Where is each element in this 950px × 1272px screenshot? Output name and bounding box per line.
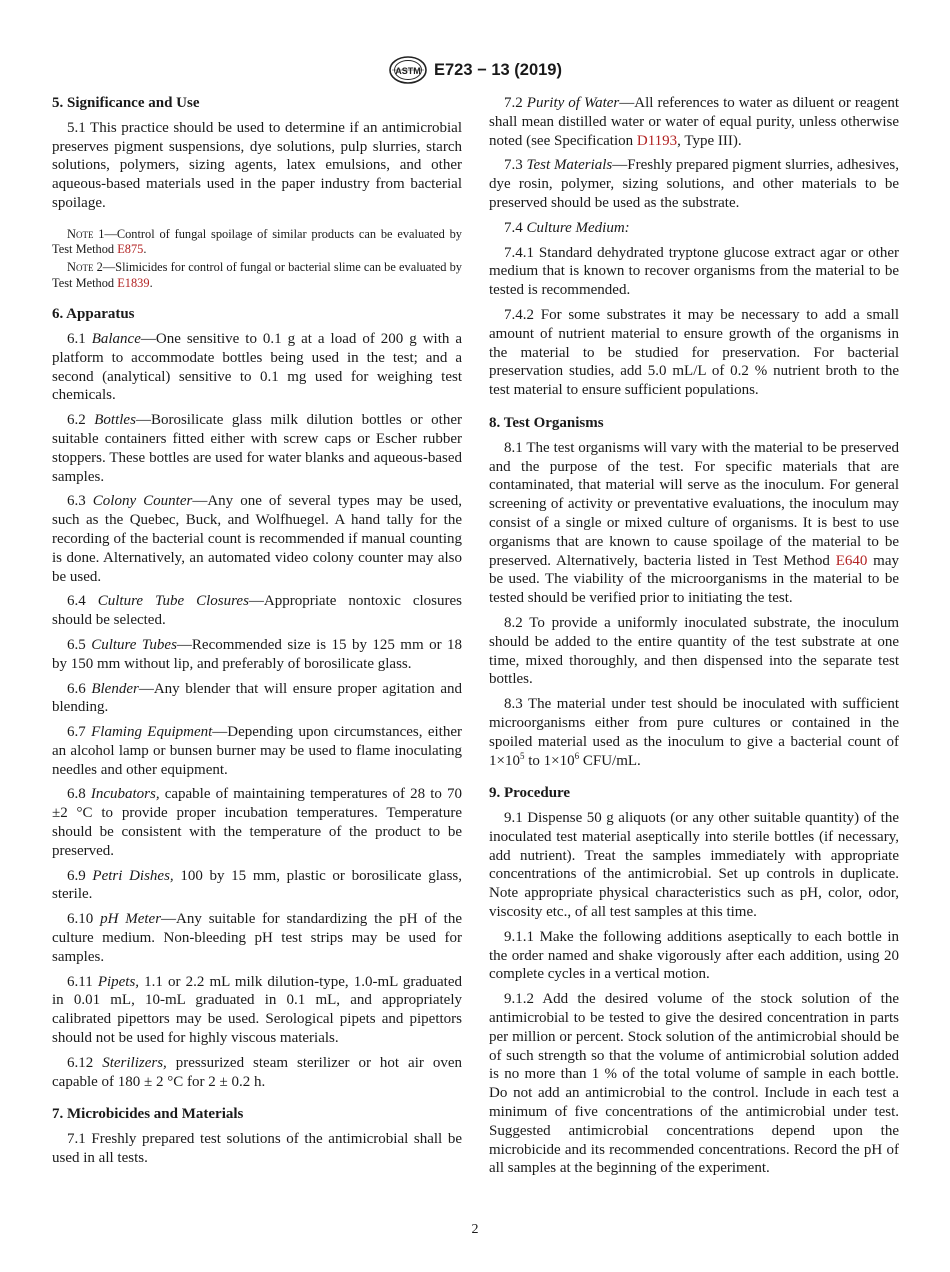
para-7-4-2: 7.4.2 For some substrates it may be necessary to add a small amount of nutrient material to ensure growth of the organisms in the material to be studied for preservation. For bacterial preservation studies, add 5.0 mL/L of 0.2 % nutrient broth to the test material to ensure sufficient populations.	[489, 306, 899, 399]
left-column	[52, 94, 462, 1174]
para-9-1-1: 9.1.1 Make the following additions aseptically to each bottle in the order named and shake vigorously after each addition, using 20 complete cycles in a vertical motion.	[489, 928, 899, 983]
section-5-heading: 5. Significance and Use	[52, 95, 200, 111]
note-2-label: Note 2	[67, 259, 103, 274]
para-7-4: 7.4 Culture Medium:	[504, 219, 630, 236]
para-6-2: 6.2 Bottles—Borosilicate glass milk dilution bottles or other suitable containers fitted either with screw caps or Escher rubber stoppers. These bottles are used for water blanks and aqueous-based samples.	[52, 412, 462, 485]
note-2: Note 2—Slimicides for control of fungal or bacterial slime can be evaluated by Test Method E1839.	[52, 259, 462, 290]
para-6-5: 6.5 Culture Tubes—Recommended size is 15 by 125 mm or 18 by 150 mm without lip, and preferably of borosilicate glass.	[52, 636, 462, 672]
para-8-1: 8.1 The test organisms will vary with the material to be preserved and the purpose of the test. For specific materials that are contaminated, that material will serve as the inoculum. For general screening of activity or preventative evaluations, the inoculum may consist of a single or mixed culture of organisms. It is best to use organisms that are known to cause spoilage of the material to be preserved. Alternatively, bacteria listed in Test Method E640 may be used. The viability of the microorganisms in the material to be tested should be verified prior to initiating the test.	[489, 439, 900, 607]
para-7-2: 7.2 Purity of Water—All references to water as diluent or reagent shall mean distilled water or water of equal purity, unless otherwise noted (see Specification D1193, Type III).	[489, 95, 899, 149]
para-7-4-1: 7.4.1 Standard dehydrated tryptone glucose extract agar or other medium that is known to recover organisms from the material to be tested is recommended.	[489, 244, 899, 299]
para-7-3: 7.3 Test Materials—Freshly prepared pigment slurries, adhesives, dye rosin, polymer, sizing solutions, and other materials to be preserved should be used as the substrate.	[489, 157, 899, 211]
section-8-heading: 8. Test Organisms	[489, 414, 604, 431]
para-6-1: 6.1 Balance—One sensitive to 0.1 g at a load of 200 g with a platform to accommodate bottles being used in the test; and a second (analytical) sensitive to 0.1 mg used for weighing test chemicals.	[52, 330, 462, 404]
note-1: Note 1—Control of fungal spoilage of similar products can be evaluated by Test Method E875.	[52, 226, 462, 257]
para-6-7: 6.7 Flaming Equipment—Depending upon circumstances, either an alcohol lamp or bunsen burner may be used to flame inoculating needles and other equipment.	[52, 724, 463, 778]
astm-logo-icon	[388, 55, 428, 85]
para-6-8: 6.8 Incubators, capable of maintaining temperatures of 28 to 70 ±2 °C to provide proper incubation temperatures. Temperature should be consistent with the temperature of the product to be preserved.	[52, 786, 462, 859]
para-6-3: 6.3 Colony Counter—Any one of several types may be used, such as the Quebec, Buck, and Wolfhuegel. A hand tally for the recording of the bacterial count is recommended if manual counting is done. Alternatively, an automated video colony counter may also be used.	[52, 493, 462, 585]
para-6-9: 6.9 Petri Dishes, 100 by 15 mm, plastic or borosilicate glass, sterile.	[52, 867, 462, 903]
logo-text: ASTM	[395, 66, 421, 76]
right-column	[489, 94, 899, 1184]
ref-e875-link[interactable]: E875	[117, 242, 144, 257]
section-6-heading: 6. Apparatus	[52, 306, 135, 323]
para-6-10: 6.10 pH Meter—Any suitable for standardizing the pH of the culture medium. Non-bleeding pH test strips may be used for samples.	[52, 911, 463, 965]
para-6-4: 6.4 Culture Tube Closures—Appropriate nontoxic closures should be selected.	[52, 593, 462, 629]
page-header	[0, 55, 950, 90]
para-9-1-2: 9.1.2 Add the desired volume of the stock solution of the antimicrobial to be tested to give the desired concentration in parts per million or percent. Stock solution of the antimicrobial should be of such strength so that the volume of antimicrobial solution added is no more than 1 % of the total volume of sample in each bottle. Do not add an antimicrobial to the control. Include in each test a minimum of five concentrations of the antimicrobial under test. Suggested antimicrobial concentrations depend upon the microbicide and its recommended concentrations. Record the pH of all samples at the beginning of the experiment.	[489, 991, 899, 1177]
para-9-1: 9.1 Dispense 50 g aliquots (or any other suitable quantity) of the inoculated test material aseptically into sterile bottles (if necessary, add nutrient). Treat the samples immediately with appropriate concentrations of the antimicrobial. Set up controls in duplicate. Note appropriate physical characteristics such as pH, color, odor, viscosity etc., of all test samples at this time.	[489, 810, 899, 921]
ref-e1839-link[interactable]: E1839	[117, 275, 150, 290]
ref-d1193-link[interactable]: D1193	[636, 132, 678, 149]
note-1-text: —Control of fungal spoilage of similar products can be evaluated by Test Method	[52, 226, 462, 257]
page-number: 2	[471, 1222, 479, 1237]
note-2-text: —Slimicides for control of fungal or bacterial slime can be evaluated by Test Method	[52, 259, 462, 290]
note-1-label: Note 1	[67, 226, 105, 241]
para-6-12: 6.12 Sterilizers, pressurized steam sterilizer or hot air oven capable of 180 ± 2 °C for 2 ± 0.2 h.	[52, 1054, 462, 1090]
ref-e640-link[interactable]: E640	[835, 552, 868, 569]
para-5-1: 5.1 This practice should be used to determine if an antimicrobial preserves pigment suspensions, dye solutions, pulp slurries, starch solutions, polymers, sizing agents, latex emulsions, and other aqueous-based materials used in the paper industry from bacterial spoilage.	[52, 119, 462, 211]
section-7-heading: 7. Microbicides and Materials	[52, 1106, 244, 1123]
para-8-3: 8.3 The material under test should be inoculated with sufficient microorganisms either from pure cultures or contained in the spoiled material used as the inoculum to give a bacterial count of $1\times 10^5$ to $1\times 10^6$ CFU/mL.	[489, 696, 899, 769]
document-id: E723 − 13 (2019)	[434, 60, 562, 79]
para-7-1: 7.1 Freshly prepared test solutions of the antimicrobial shall be used in all tests.	[52, 1131, 462, 1167]
section-9-heading: 9. Procedure	[489, 785, 571, 802]
para-6-6: 6.6 Blender—Any blender that will ensure proper agitation and blending.	[52, 680, 463, 716]
para-6-11: 6.11 Pipets, 1.1 or 2.2 mL milk dilution-type, 1.0-mL graduated in 0.01 mL, 10-mL graduated in 0.1 mL, and appropriately calibrated pipettors may be used. Serological pipets and pipettors should not be used for highly viscous materials.	[52, 973, 463, 1047]
para-8-2: 8.2 To provide a uniformly inoculated substrate, the inoculum should be added to the entire quantity of the test substrate at one time, mixed thoroughly, and then dispensed into the separate test bottles.	[489, 614, 899, 688]
